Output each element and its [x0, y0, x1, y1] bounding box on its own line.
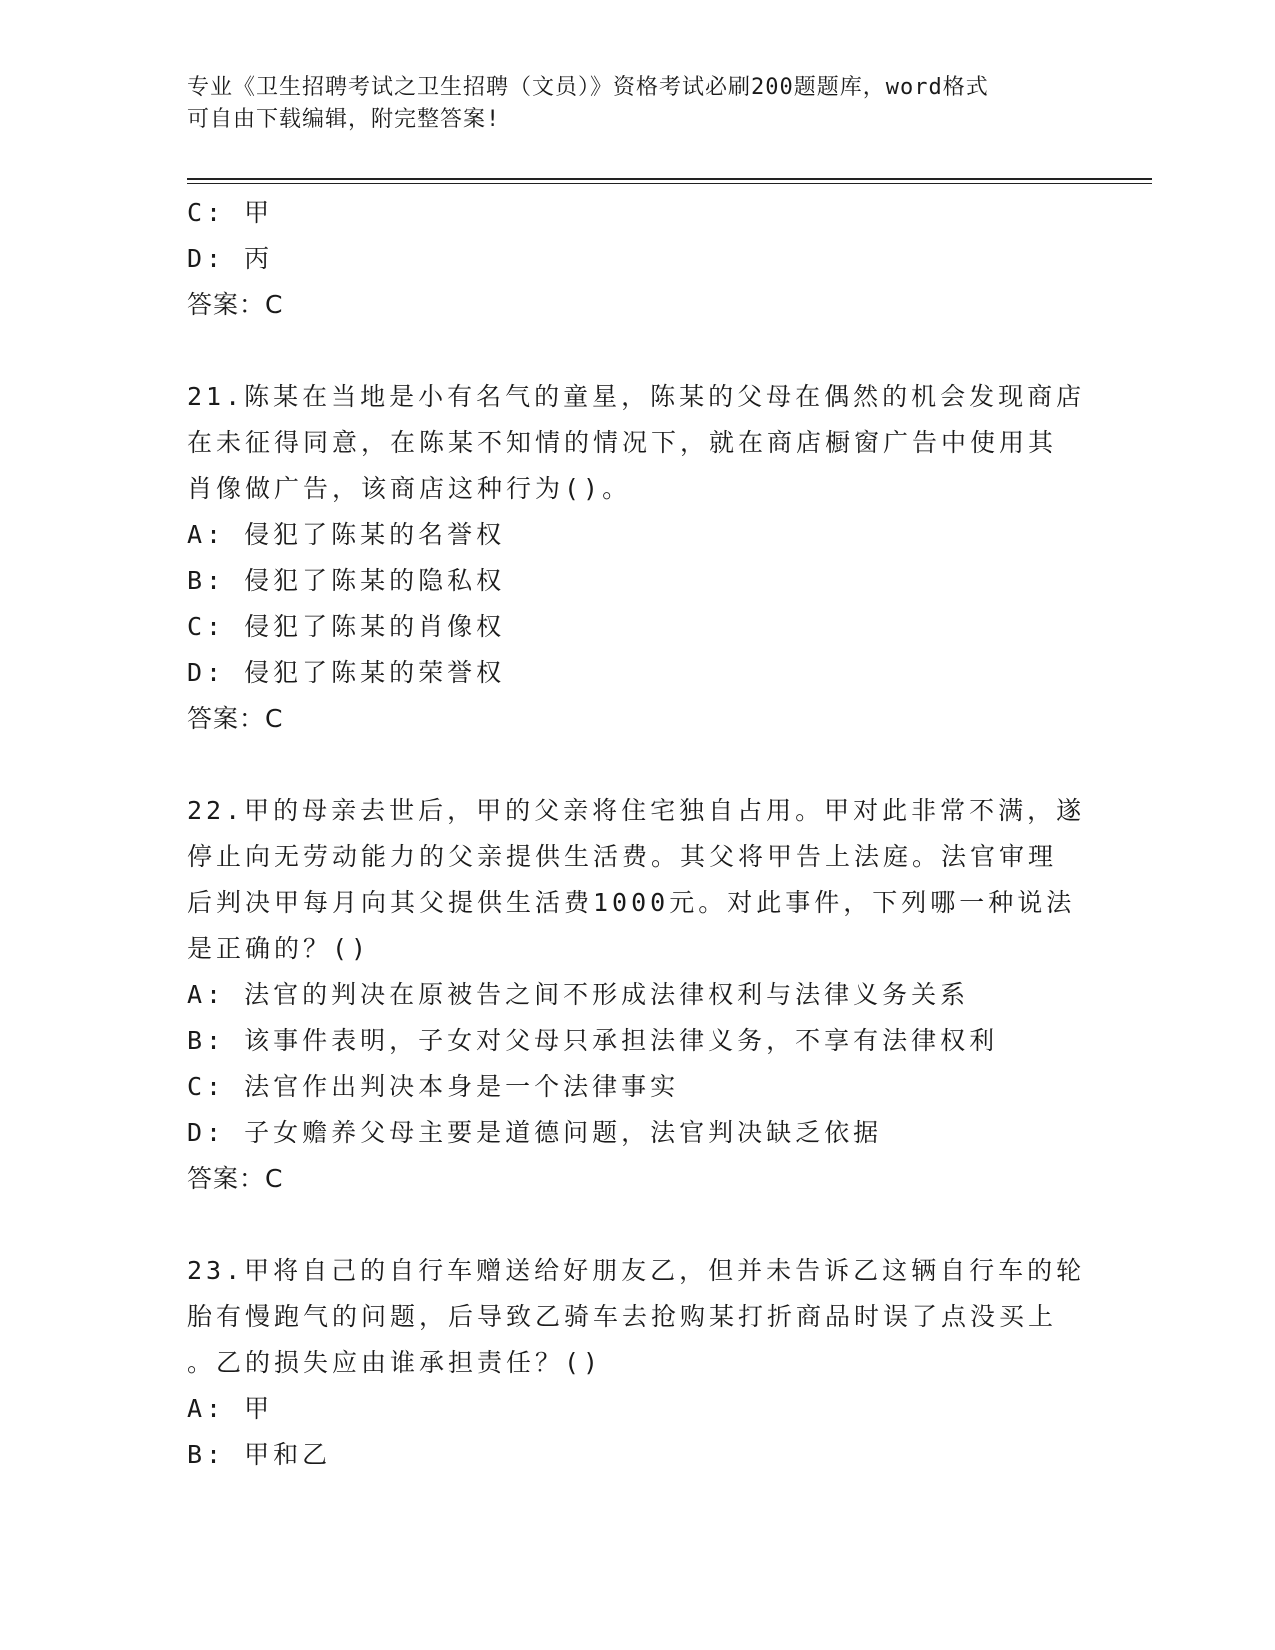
- question-text-line: 22.甲的母亲去世后，甲的父亲将住宅独自占用。甲对此非常不满，遂: [187, 796, 1086, 825]
- header-line-2: 可自由下载编辑，附完整答案!: [187, 107, 501, 132]
- answer-line: 答案：C: [187, 1164, 284, 1193]
- question-text-line: 21.陈某在当地是小有名气的童星，陈某的父母在偶然的机会发现商店: [187, 382, 1086, 411]
- document-body: [187, 190, 1087, 1478]
- option-c: C: 侵犯了陈某的肖像权: [187, 612, 506, 641]
- option-d: D: 侵犯了陈某的荣誉权: [187, 658, 506, 687]
- question-23: [187, 1248, 1087, 1478]
- option-a: A: 侵犯了陈某的名誉权: [187, 520, 506, 549]
- option-b: B: 甲和乙: [187, 1440, 332, 1469]
- spacer: [187, 328, 1087, 374]
- option-d: D: 丙: [187, 244, 274, 273]
- header-rule-thin: [187, 183, 1152, 184]
- question-text-line: 在未征得同意，在陈某不知情的情况下，就在商店橱窗广告中使用其: [187, 428, 1058, 457]
- option-c: C: 法官作出判决本身是一个法律事实: [187, 1072, 680, 1101]
- answer-line: 答案：C: [187, 290, 284, 319]
- option-d: D: 子女赡养父母主要是道德问题，法官判决缺乏依据: [187, 1118, 883, 1147]
- question-text-line: 停止向无劳动能力的父亲提供生活费。其父将甲告上法庭。法官审理: [187, 842, 1058, 871]
- question-text-line: 胎有慢跑气的问题，后导致乙骑车去抢购某打折商品时误了点没买上: [187, 1302, 1058, 1331]
- option-a: A: 法官的判决在原被告之间不形成法律权利与法律义务关系: [187, 980, 970, 1009]
- question-text-line: 肖像做广告，该商店这种行为()。: [187, 474, 632, 503]
- header-rule-thick: [187, 178, 1152, 180]
- question-text-line: 。乙的损失应由谁承担责任？(): [187, 1348, 603, 1377]
- question-21: [187, 374, 1087, 742]
- previous-question-tail: [187, 190, 1087, 328]
- question-text-line: 23.甲将自己的自行车赠送给好朋友乙，但并未告诉乙这辆自行车的轮: [187, 1256, 1086, 1285]
- question-22: [187, 788, 1087, 1202]
- option-b: B: 侵犯了陈某的隐私权: [187, 566, 506, 595]
- question-text-line: 后判决甲每月向其父提供生活费1000元。对此事件，下列哪一种说法: [187, 888, 1076, 917]
- spacer: [187, 742, 1087, 788]
- option-b: B: 该事件表明，子女对父母只承担法律义务，不享有法律权利: [187, 1026, 999, 1055]
- option-a: A: 甲: [187, 1394, 274, 1423]
- spacer: [187, 1202, 1087, 1248]
- question-text-line: 是正确的？(): [187, 934, 371, 963]
- answer-line: 答案：C: [187, 704, 284, 733]
- document-header: [187, 72, 1067, 136]
- option-c: C: 甲: [187, 198, 274, 227]
- header-line-1: 专业《卫生招聘考试之卫生招聘（文员）》资格考试必刷200题题库，word格式: [187, 75, 989, 100]
